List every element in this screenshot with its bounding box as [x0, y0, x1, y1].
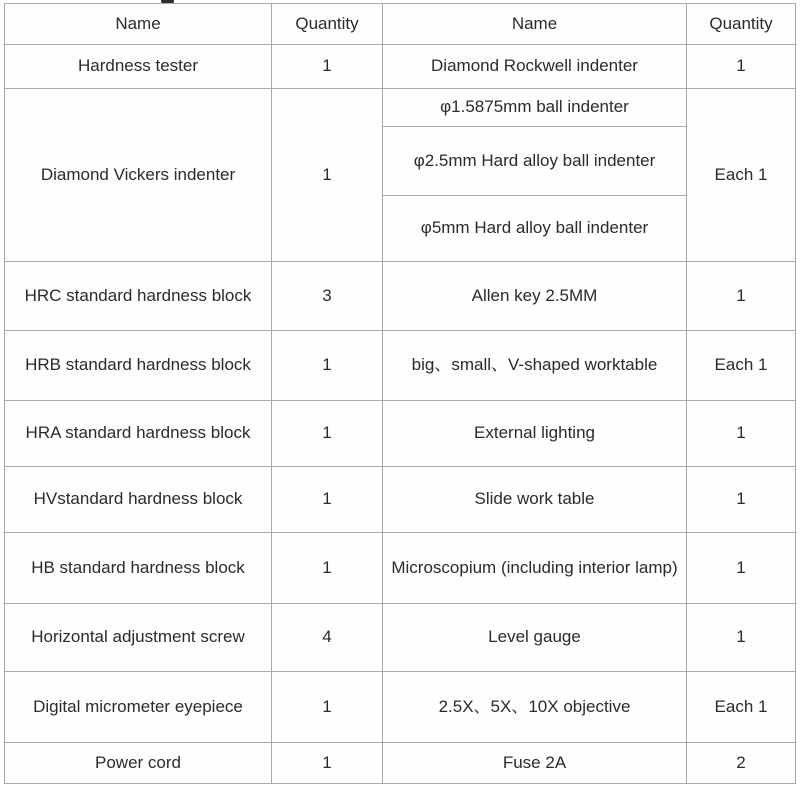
item-quantity-cell: 1 [687, 401, 796, 467]
item-name-cell: φ5mm Hard alloy ball indenter [383, 196, 687, 262]
item-name-cell: Fuse 2A [383, 743, 687, 784]
item-name-cell: big、small、V-shaped worktable [383, 331, 687, 401]
item-quantity-cell: 4 [272, 604, 383, 672]
item-name-cell: 2.5X、5X、10X objective [383, 672, 687, 743]
table-row [5, 604, 796, 672]
item-name-cell-grouped: Diamond Vickers indenter [5, 89, 272, 262]
item-name-cell: Allen key 2.5MM [383, 262, 687, 331]
table-row [5, 467, 796, 533]
item-name-cell: HVstandard hardness block [5, 467, 272, 533]
column-header-name-right: Name [383, 4, 687, 45]
item-quantity-cell-grouped: 1 [272, 89, 383, 262]
table-row [5, 743, 796, 784]
item-name-cell: HRA standard hardness block [5, 401, 272, 467]
table-row [5, 401, 796, 467]
item-name-cell: Level gauge [383, 604, 687, 672]
item-quantity-cell: 1 [272, 331, 383, 401]
table-row [5, 262, 796, 331]
item-quantity-cell: 1 [687, 45, 796, 89]
item-name-cell: Slide work table [383, 467, 687, 533]
item-name-cell: φ2.5mm Hard alloy ball indenter [383, 127, 687, 196]
item-quantity-cell-grouped: Each 1 [687, 89, 796, 262]
item-quantity-cell: 3 [272, 262, 383, 331]
item-quantity-cell: 1 [687, 262, 796, 331]
item-name-cell: HRB standard hardness block [5, 331, 272, 401]
item-quantity-cell: 1 [272, 401, 383, 467]
table-row [5, 533, 796, 604]
table-row [5, 45, 796, 89]
packing-list-table [4, 3, 796, 784]
item-name-cell: Horizontal adjustment screw [5, 604, 272, 672]
item-name-cell: φ1.5875mm ball indenter [383, 89, 687, 127]
table-row [5, 89, 796, 127]
item-quantity-cell: 1 [272, 467, 383, 533]
item-name-cell: Microscopium (including interior lamp) [383, 533, 687, 604]
item-name-cell: External lighting [383, 401, 687, 467]
column-header-quantity-left: Quantity [272, 4, 383, 45]
item-name-cell: HRC standard hardness block [5, 262, 272, 331]
table-row [5, 331, 796, 401]
item-quantity-cell: 1 [687, 467, 796, 533]
item-quantity-cell: Each 1 [687, 672, 796, 743]
item-quantity-cell: Each 1 [687, 331, 796, 401]
header-row [5, 4, 796, 45]
item-quantity-cell: 1 [272, 45, 383, 89]
item-name-cell: Power cord [5, 743, 272, 784]
item-name-cell: Digital micrometer eyepiece [5, 672, 272, 743]
column-header-name-left: Name [5, 4, 272, 45]
item-name-cell: Diamond Rockwell indenter [383, 45, 687, 89]
item-name-cell: Hardness tester [5, 45, 272, 89]
item-quantity-cell: 2 [687, 743, 796, 784]
item-quantity-cell: 1 [272, 743, 383, 784]
item-quantity-cell: 1 [272, 533, 383, 604]
item-quantity-cell: 1 [272, 672, 383, 743]
item-quantity-cell: 1 [687, 533, 796, 604]
item-name-cell: HB standard hardness block [5, 533, 272, 604]
column-header-quantity-right: Quantity [687, 4, 796, 45]
table-row [5, 672, 796, 743]
item-quantity-cell: 1 [687, 604, 796, 672]
